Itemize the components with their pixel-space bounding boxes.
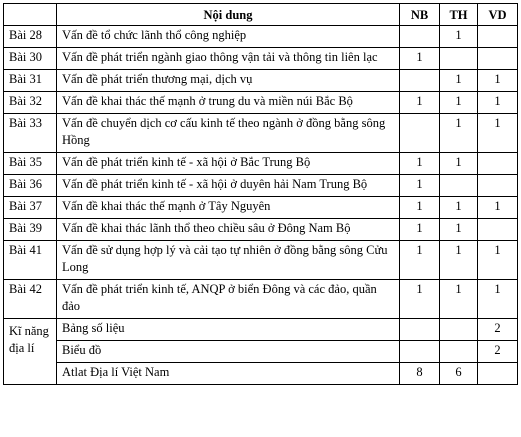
table-row	[4, 175, 518, 197]
vd-cell	[478, 48, 518, 70]
vd-cell	[478, 363, 518, 385]
lesson-cell: Bài 39	[4, 219, 57, 241]
content-cell: Vấn đề phát triển kinh tế, ANQP ở biển Đông và các đảo, quần đảo	[57, 280, 400, 319]
th-cell	[440, 341, 478, 363]
content-cell: Vấn đề phát triển kinh tế - xã hội ở duyên hải Nam Trung Bộ	[57, 175, 400, 197]
th-cell: 1	[440, 280, 478, 319]
header-th: TH	[440, 4, 478, 26]
lesson-cell: Bài 30	[4, 48, 57, 70]
skill-row	[4, 363, 518, 385]
table-row	[4, 48, 518, 70]
vd-cell: 2	[478, 341, 518, 363]
content-cell: Vấn đề khai thác thế mạnh ở trung du và miền núi Bắc Bộ	[57, 92, 400, 114]
skill-content-cell: Biểu đồ	[57, 341, 400, 363]
nb-cell: 1	[400, 280, 440, 319]
nb-cell: 1	[400, 48, 440, 70]
vd-cell: 1	[478, 92, 518, 114]
lesson-cell: Bài 37	[4, 197, 57, 219]
content-table	[3, 3, 518, 385]
lesson-cell: Bài 32	[4, 92, 57, 114]
th-cell	[440, 319, 478, 341]
content-cell: Vấn đề tổ chức lãnh thổ công nghiệp	[57, 26, 400, 48]
nb-cell: 1	[400, 219, 440, 241]
header-lesson	[4, 4, 57, 26]
th-cell: 1	[440, 70, 478, 92]
content-cell: Vấn đề phát triển thương mại, dịch vụ	[57, 70, 400, 92]
th-cell: 1	[440, 219, 478, 241]
nb-cell: 1	[400, 241, 440, 280]
content-cell: Vấn đề khai thác lãnh thổ theo chiều sâu ở Đông Nam Bộ	[57, 219, 400, 241]
skill-content-cell: Atlat Địa lí Việt Nam	[57, 363, 400, 385]
th-cell	[440, 175, 478, 197]
th-cell: 1	[440, 92, 478, 114]
lesson-cell: Bài 35	[4, 153, 57, 175]
nb-cell: 1	[400, 153, 440, 175]
header-vd: VD	[478, 4, 518, 26]
table-row	[4, 114, 518, 153]
skill-content-cell: Bảng số liệu	[57, 319, 400, 341]
lesson-cell: Bài 41	[4, 241, 57, 280]
content-cell: Vấn đề khai thác thế mạnh ở Tây Nguyên	[57, 197, 400, 219]
lesson-cell: Bài 33	[4, 114, 57, 153]
vd-cell	[478, 153, 518, 175]
table-row	[4, 70, 518, 92]
content-cell: Vấn đề phát triển kinh tế - xã hội ở Bắc Trung Bộ	[57, 153, 400, 175]
th-cell: 1	[440, 114, 478, 153]
lesson-cell: Bài 42	[4, 280, 57, 319]
nb-cell	[400, 319, 440, 341]
lesson-cell: Bài 36	[4, 175, 57, 197]
content-cell: Vấn đề sử dụng hợp lý và cải tạo tự nhiên ở đồng bằng sông Cửu Long	[57, 241, 400, 280]
th-cell	[440, 48, 478, 70]
vd-cell	[478, 175, 518, 197]
nb-cell: 1	[400, 92, 440, 114]
vd-cell	[478, 219, 518, 241]
vd-cell: 1	[478, 70, 518, 92]
vd-cell	[478, 26, 518, 48]
lesson-cell: Bài 31	[4, 70, 57, 92]
vd-cell: 1	[478, 241, 518, 280]
content-cell: Vấn đề chuyển dịch cơ cấu kinh tế theo ngành ở đồng bằng sông Hồng	[57, 114, 400, 153]
table-row	[4, 280, 518, 319]
nb-cell: 1	[400, 175, 440, 197]
nb-cell	[400, 70, 440, 92]
nb-cell	[400, 341, 440, 363]
content-cell: Vấn đề phát triển ngành giao thông vận tải và thông tin liên lạc	[57, 48, 400, 70]
table-row	[4, 26, 518, 48]
th-cell: 6	[440, 363, 478, 385]
vd-cell: 1	[478, 197, 518, 219]
table-row	[4, 92, 518, 114]
nb-cell: 1	[400, 197, 440, 219]
table-row	[4, 153, 518, 175]
th-cell: 1	[440, 197, 478, 219]
skills-label: Kĩ năng địa lí	[4, 319, 57, 385]
header-nb: NB	[400, 4, 440, 26]
nb-cell	[400, 114, 440, 153]
header-content: Nội dung	[57, 4, 400, 26]
skill-row	[4, 319, 518, 341]
vd-cell: 1	[478, 280, 518, 319]
th-cell: 1	[440, 241, 478, 280]
vd-cell: 2	[478, 319, 518, 341]
table-row	[4, 219, 518, 241]
skill-row	[4, 341, 518, 363]
nb-cell: 8	[400, 363, 440, 385]
nb-cell	[400, 26, 440, 48]
table-row	[4, 241, 518, 280]
th-cell: 1	[440, 26, 478, 48]
th-cell: 1	[440, 153, 478, 175]
lesson-cell: Bài 28	[4, 26, 57, 48]
header-row	[4, 4, 518, 26]
table-row	[4, 197, 518, 219]
vd-cell: 1	[478, 114, 518, 153]
